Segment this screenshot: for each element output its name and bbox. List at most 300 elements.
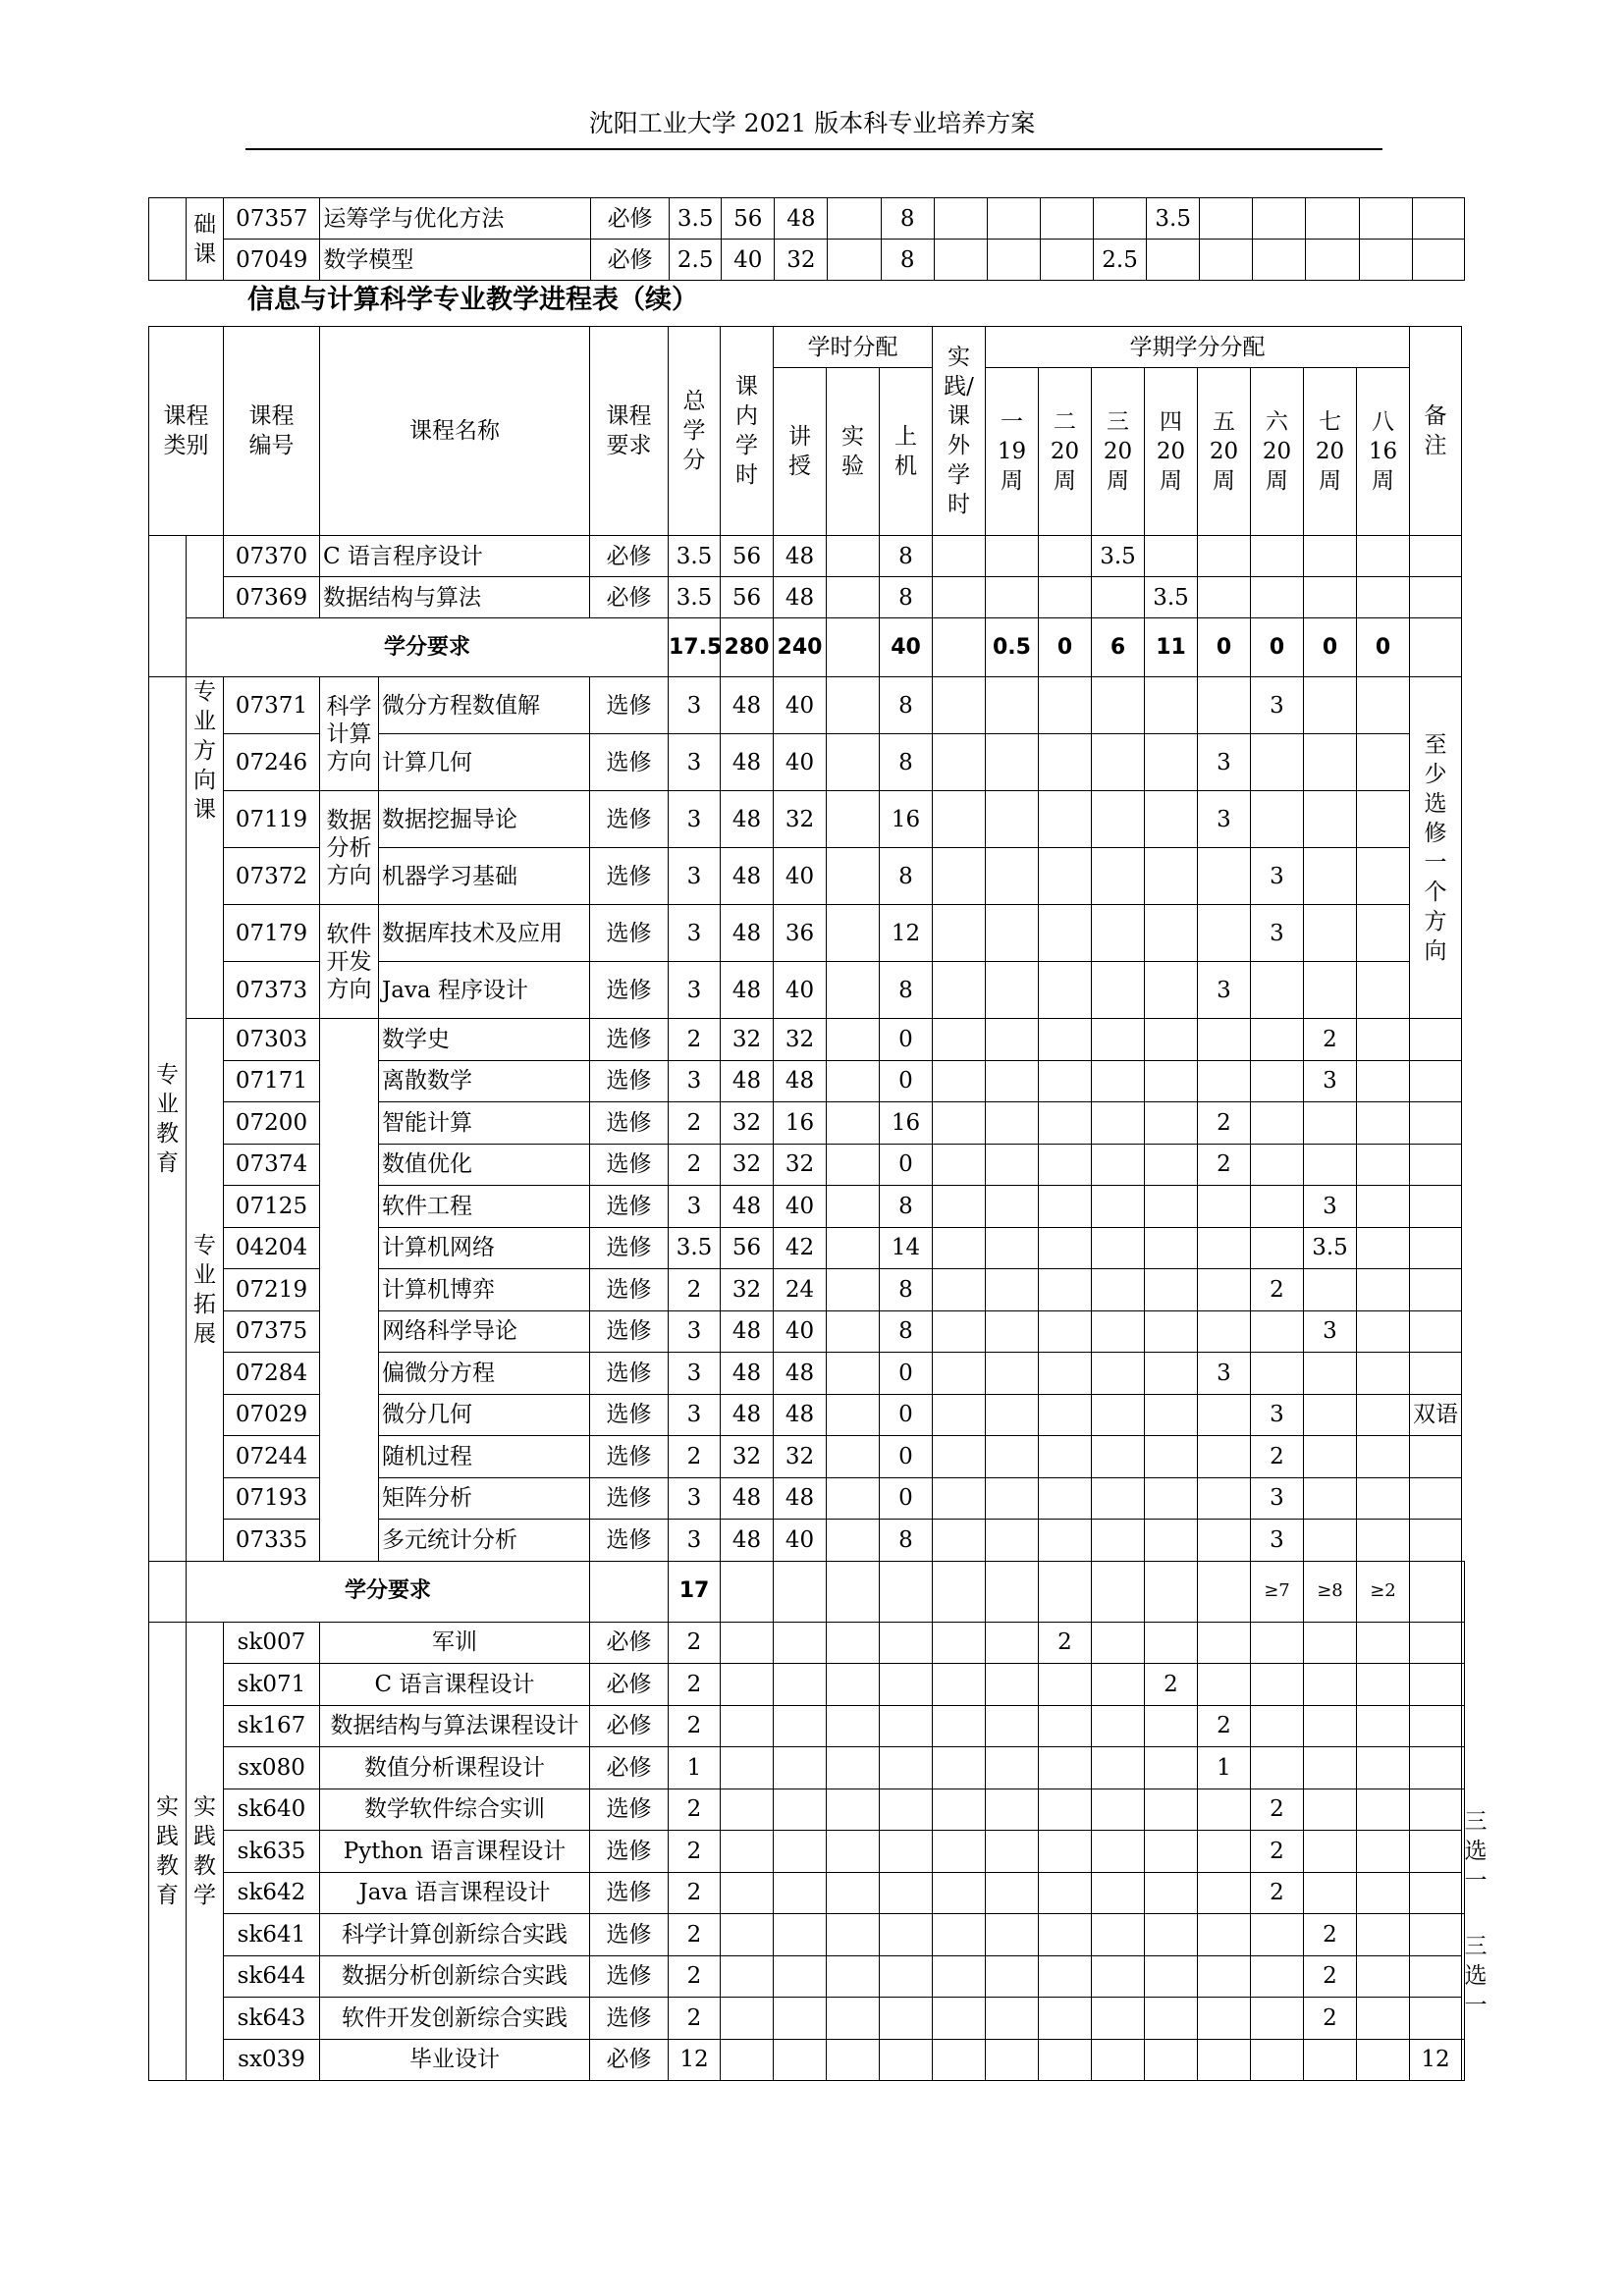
header-code [224,327,320,536]
semester-credit [1039,791,1092,848]
semester-credit [1145,1831,1198,1873]
course-name: 数学软件综合实训 [320,1789,590,1831]
semester-credit [1410,1747,1462,1789]
course-name: 数据结构与算法 [320,577,590,618]
course-lab [827,577,880,618]
table-row [149,1998,1465,2040]
course-hours: 32 [721,1102,774,1145]
semester-credit [986,848,1039,905]
header-note [1410,327,1462,536]
course-blank [774,1914,827,1956]
course-blank [827,1872,880,1914]
semester-credit [1092,1186,1145,1228]
total-semester-credit: 0 [1039,618,1092,677]
course-req: 选修 [590,734,669,791]
semester-credit [1039,1310,1092,1353]
total-blank [933,1561,986,1622]
course-lecture: 48 [774,1477,827,1520]
course-blank [933,1622,986,1664]
semester-credit [1410,1914,1462,1956]
course-note [1462,1705,1465,1747]
course-practice [933,577,986,618]
course-computer: 0 [880,1353,933,1395]
course-name: 网络科学导论 [379,1310,590,1353]
semester-credit: 3.5 [1147,198,1200,240]
total-credit: 17 [669,1561,721,1622]
category-blank [187,536,224,618]
table-row [149,791,1465,848]
course-credit: 2 [669,1664,721,1706]
course-blank [827,1998,880,2040]
semester-credit [1092,1310,1145,1353]
course-blank [986,1664,1039,1706]
course-lecture: 40 [774,962,827,1019]
semester-credit [1304,1747,1357,1789]
course-blank [986,1872,1039,1914]
semester-credit [1145,1622,1198,1664]
course-hours: 32 [721,1144,774,1186]
table-row [149,577,1465,618]
course-req: 选修 [590,1477,669,1520]
direction-name-text: 科学计算方向 [326,693,372,774]
header-semester [1304,368,1357,536]
table-row [149,1747,1465,1789]
total-lab [827,618,880,677]
course-practice [933,962,986,1019]
semester-credit [1304,577,1357,618]
course-name: 微分几何 [379,1394,590,1436]
semester-credit [1092,1914,1145,1956]
course-hours: 32 [721,1019,774,1061]
semester-credit [1357,905,1410,962]
total-credit: 17.5 [669,618,721,677]
semester-credit [1092,1102,1145,1145]
semester-credit [1039,536,1092,577]
course-computer: 0 [880,1144,933,1186]
course-req: 选修 [590,1019,669,1061]
semester-credit [1145,1705,1198,1747]
semester-credit [1145,1144,1198,1186]
semester-credit [1357,1914,1410,1956]
course-credit: 3 [669,1353,721,1395]
semester-credit [1251,791,1304,848]
course-practice [933,1186,986,1228]
course-practice [933,848,986,905]
semester-credit [1094,198,1147,240]
semester-credit [1357,1955,1410,1998]
course-lab [827,1394,880,1436]
course-hours: 48 [721,1520,774,1562]
total-practice [933,618,986,677]
semester-credit [1092,848,1145,905]
semester-credit [1092,1144,1145,1186]
course-hours: 48 [721,1477,774,1520]
course-hours: 48 [721,1310,774,1353]
semester-credit [1198,1789,1251,1831]
course-code: sk167 [224,1705,320,1747]
semester-credit: 3 [1304,1310,1357,1353]
course-req: 选修 [590,1310,669,1353]
course-blank [774,1955,827,1998]
header-req-text: 课程要求 [606,403,652,458]
semester-credit [1039,1914,1092,1956]
semester-credit [1251,2039,1304,2081]
course-practice [933,536,986,577]
course-name: 计算机博弈 [379,1269,590,1311]
course-blank [933,1831,986,1873]
semester-credit [1145,791,1198,848]
total-semester-credit [1410,1561,1462,1622]
semester-credit: 2 [1198,1144,1251,1186]
course-lecture: 40 [774,1520,827,1562]
semester-credit [1357,1269,1410,1311]
course-code: 07200 [224,1102,320,1145]
header-category [149,327,224,536]
header-credit [669,327,721,536]
semester-credit [1357,1310,1410,1353]
semester-credit [1357,1144,1410,1186]
course-lab [827,1436,880,1478]
course-computer: 8 [880,577,933,618]
semester-credit [1145,1186,1198,1228]
header-computer-text: 上机 [894,424,917,479]
course-credit: 2 [669,1998,721,2040]
course-credit: 2 [669,1705,721,1747]
course-name: 偏微分方程 [379,1353,590,1395]
course-practice [933,1353,986,1395]
semester-credit [1092,734,1145,791]
semester-credit [1410,1872,1462,1914]
course-req: 选修 [590,1269,669,1311]
header-rule [245,148,1382,150]
course-computer: 8 [880,536,933,577]
direction-name [320,677,379,791]
course-blank [880,1664,933,1706]
course-credit: 2 [669,1955,721,1998]
ext-label-text: 专业拓展 [193,1232,216,1347]
course-name: 离散数学 [379,1060,590,1102]
course-lab [827,848,880,905]
course-hours: 56 [721,577,774,618]
course-computer: 0 [880,1477,933,1520]
course-name: 数值分析课程设计 [320,1747,590,1789]
course-blank [721,1622,774,1664]
semester-credit [1357,1998,1410,2040]
semester-credit [1304,1394,1357,1436]
semester-credit [1410,1955,1462,1998]
course-note [1410,536,1462,577]
course-note [1410,577,1462,618]
header-semester-weeks: 19周 [997,439,1027,494]
course-blank [986,1622,1039,1664]
course-blank [721,1998,774,2040]
semester-credit [1251,1353,1304,1395]
table-row [149,240,1465,281]
course-lecture: 24 [774,1269,827,1311]
course-code: 07049 [224,240,320,281]
course-lab [827,905,880,962]
course-name: 毕业设计 [320,2039,590,2081]
total-req [590,1561,669,1622]
course-code: 07244 [224,1436,320,1478]
semester-credit [1092,1789,1145,1831]
semester-credit [1040,198,1093,240]
category-label-text: 础课 [193,211,217,267]
semester-credit [1092,905,1145,962]
semester-credit [986,1477,1039,1520]
course-code: 07335 [224,1520,320,1562]
direction-note-text: 至少选修一个方向 [1424,731,1447,964]
major-group-label-text: 专业教育 [156,1061,179,1176]
total-semester-credit: ≥8 [1304,1561,1357,1622]
course-blank [933,1747,986,1789]
course-name: 数据分析创新综合实践 [320,1955,590,1998]
semester-credit [1251,1955,1304,1998]
course-hours: 48 [721,734,774,791]
course-blank [880,1872,933,1914]
semester-credit [1251,1310,1304,1353]
semester-credit [1357,1872,1410,1914]
course-req: 必修 [590,1705,669,1747]
semester-credit [1198,1872,1251,1914]
course-credit: 2 [669,1622,721,1664]
direction-name-text: 软件开发方向 [326,921,372,1002]
course-credit: 2 [669,1872,721,1914]
course-code: 07375 [224,1310,320,1353]
course-blank [933,1914,986,1956]
course-credit: 2 [669,1019,721,1061]
course-computer: 8 [880,734,933,791]
semester-credit: 3 [1304,1186,1357,1228]
course-blank [827,1789,880,1831]
semester-credit [1304,1664,1357,1706]
course-computer: 8 [880,1520,933,1562]
semester-credit [1145,848,1198,905]
table-row [149,1019,1465,1061]
semester-credit [1357,1831,1410,1873]
semester-credit [986,1520,1039,1562]
header-note-text: 备注 [1424,403,1447,458]
header-semester [1198,368,1251,536]
semester-credit [1145,1394,1198,1436]
course-blank [880,1831,933,1873]
course-name: 计算机网络 [379,1227,590,1269]
page-header: 沈阳工业大学 2021 版本科专业培养方案 [588,109,1036,137]
course-note [1410,1102,1462,1145]
ext-direction-blank [320,1019,379,1562]
course-code: sk071 [224,1664,320,1706]
semester-credit [1092,1477,1145,1520]
course-blank [880,1747,933,1789]
semester-credit [1304,1436,1357,1478]
semester-credit [1039,1831,1092,1873]
course-lecture: 48 [774,1060,827,1102]
semester-credit [1092,1705,1145,1747]
header-name: 课程名称 [320,327,590,536]
top-table [148,197,1465,281]
course-req: 选修 [590,1520,669,1562]
course-blank [933,1705,986,1747]
course-computer: 16 [880,1102,933,1145]
course-credit: 2 [669,1102,721,1145]
semester-credit: 2 [1304,1998,1357,2040]
course-blank [721,1747,774,1789]
semester-credit [1198,905,1251,962]
course-blank [721,1872,774,1914]
course-practice [933,734,986,791]
elective-note [1462,1914,1488,2040]
semester-credit [1357,536,1410,577]
semester-credit [1039,1144,1092,1186]
semester-credit [1357,1019,1410,1061]
semester-credit [1251,1914,1304,1956]
semester-credit: 2 [1304,1019,1357,1061]
semester-credit [1145,1353,1198,1395]
semester-credit [986,791,1039,848]
header-hours-dist: 学时分配 [774,327,933,368]
semester-credit [1253,240,1306,281]
semester-credit [1359,198,1412,240]
course-hours: 48 [721,1186,774,1228]
total-computer: 40 [880,618,933,677]
practice-group-label [149,1622,187,2081]
semester-credit: 2 [1251,1831,1304,1873]
semester-credit [1145,1914,1198,1956]
header-practice-text: 实践/课外学时 [944,345,974,517]
course-lab [827,536,880,577]
course-lab [827,734,880,791]
semester-credit [1198,536,1251,577]
course-name: 科学计算创新综合实践 [320,1914,590,1956]
header-semester-weeks: 20周 [1050,439,1080,494]
course-credit: 2.5 [670,240,722,281]
course-hours: 48 [721,905,774,962]
total-blank [880,1561,933,1622]
course-req: 选修 [590,1998,669,2040]
course-code: 07246 [224,734,320,791]
course-credit: 3 [669,1477,721,1520]
course-name: 软件开发创新综合实践 [320,1998,590,2040]
semester-credit: 2 [1251,1872,1304,1914]
semester-credit [1304,848,1357,905]
course-name: 智能计算 [379,1102,590,1145]
course-practice [934,198,987,240]
semester-credit [986,1186,1039,1228]
course-code: 07372 [224,848,320,905]
course-credit: 2 [669,1914,721,1956]
semester-credit [1198,1914,1251,1956]
semester-credit [1092,1747,1145,1789]
semester-credit [986,577,1039,618]
course-hours: 56 [722,198,775,240]
semester-credit [1039,1477,1092,1520]
course-practice [933,1436,986,1478]
course-lecture: 48 [774,1353,827,1395]
header-practice [933,327,986,536]
semester-credit [1357,1789,1410,1831]
course-lecture: 32 [774,1144,827,1186]
course-req: 选修 [590,1872,669,1914]
semester-credit [1145,1060,1198,1102]
course-blank [721,1705,774,1747]
semester-credit: 2 [1198,1705,1251,1747]
course-blank [774,1664,827,1706]
semester-credit [1304,1520,1357,1562]
course-computer: 0 [880,1060,933,1102]
course-req: 选修 [590,1436,669,1478]
semester-credit [1198,1477,1251,1520]
table-row [149,677,1465,734]
course-name: 软件工程 [379,1186,590,1228]
header-semester-num: 五 [1213,409,1235,435]
course-lecture: 40 [774,848,827,905]
practice-sub-label [187,1622,224,2081]
course-req: 必修 [590,1622,669,1664]
course-blank [827,1914,880,1956]
course-req: 选修 [590,1353,669,1395]
semester-credit [1092,1955,1145,1998]
major-group-label [149,677,187,1562]
course-code: sk007 [224,1622,320,1664]
course-lecture: 32 [774,791,827,848]
course-name: 运筹学与优化方法 [320,198,591,240]
course-blank [986,1831,1039,1873]
table-row [149,1914,1465,1956]
course-computer: 0 [880,1019,933,1061]
course-credit: 12 [669,2039,721,2081]
course-note [1410,1269,1462,1311]
course-credit: 3 [669,1060,721,1102]
semester-credit [1039,905,1092,962]
course-blank [827,1955,880,1998]
course-blank [986,1747,1039,1789]
semester-credit [1092,2039,1145,2081]
course-blank [986,1789,1039,1831]
semester-credit [1410,1705,1462,1747]
course-blank [933,1664,986,1706]
course-credit: 3 [669,1310,721,1353]
course-credit: 3 [669,962,721,1019]
semester-credit [1251,536,1304,577]
semester-credit [1304,2039,1357,2081]
course-credit: 3 [669,1186,721,1228]
course-lab [827,1102,880,1145]
semester-credit [1145,536,1198,577]
semester-credit [1039,1436,1092,1478]
semester-credit [1304,1102,1357,1145]
course-name: 矩阵分析 [379,1477,590,1520]
semester-credit [1040,240,1093,281]
course-name: 多元统计分析 [379,1520,590,1562]
course-lecture: 16 [774,1102,827,1145]
header-semester-num: 八 [1372,409,1394,435]
semester-credit [1410,1622,1462,1664]
course-computer: 16 [880,791,933,848]
course-lecture: 40 [774,1186,827,1228]
course-lecture: 32 [774,1436,827,1478]
semester-credit [1039,577,1092,618]
semester-credit [1092,1998,1145,2040]
course-name: 数学史 [379,1019,590,1061]
semester-credit: 2 [1251,1269,1304,1311]
course-credit: 2 [669,1269,721,1311]
course-practice [933,1019,986,1061]
course-lecture: 48 [774,1394,827,1436]
semester-credit [1357,791,1410,848]
total-semester-credit: 0 [1251,618,1304,677]
course-note [1410,1144,1462,1186]
course-code: 07371 [224,677,320,734]
